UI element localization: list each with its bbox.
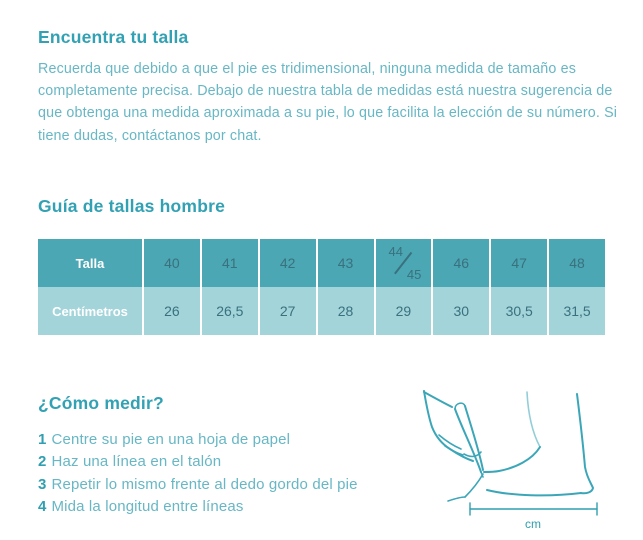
talla-cell: 46 [431, 239, 489, 287]
cm-cell: 31,5 [547, 287, 605, 335]
cm-row-label: Centímetros [38, 287, 142, 335]
step-text: Repetir lo mismo frente al dedo gordo del pie [51, 475, 358, 493]
toe-line [465, 474, 483, 497]
talla-cell: 42 [258, 239, 316, 287]
step-number: 4 [38, 497, 47, 515]
step-text: Haz una línea en el talón [51, 453, 222, 471]
size-table [38, 239, 605, 335]
instep-line [484, 447, 540, 472]
step-text: Centre su pie en una hoja de papel [51, 431, 291, 448]
ground-line [448, 497, 465, 501]
cm-cell: 29 [374, 287, 432, 335]
finger-crease [445, 446, 463, 455]
foot-outline [487, 394, 593, 495]
page-title: Encuentra tu talla [38, 27, 189, 47]
cm-cell: 30,5 [489, 287, 547, 335]
cm-cell: 26 [142, 287, 200, 335]
hand-top-line [424, 392, 452, 407]
talla-cell: 41 [200, 239, 258, 287]
talla-split-bottom: 45 [406, 267, 422, 282]
measure-steps-list [38, 429, 358, 518]
talla-row-label: Talla [38, 239, 142, 287]
talla-cell: 48 [547, 239, 605, 287]
shin-line [527, 392, 540, 447]
step-text: Mida la longitud entre líneas [51, 497, 244, 515]
cm-label: cm [525, 517, 541, 531]
measure-step [38, 429, 358, 451]
measure-step [38, 474, 358, 496]
step-number: 3 [38, 475, 47, 493]
talla-cell: 43 [316, 239, 374, 287]
intro-paragraph: Recuerda que debido a que el pie es tridimensional, ninguna medida de tamaño es completamente precisa. Debajo de nuestra tabla de medidas está nuestra sugerencia de que obtenga una medida aproximada a su pie, lo que facilita la elección de su número. Si tiene dudas, contáctanos por chat. [38, 61, 618, 144]
talla-cell: 47 [489, 239, 547, 287]
cm-cell: 28 [316, 287, 374, 335]
foot-measuring-illustration [403, 390, 628, 540]
size-guide-heading: Guía de tallas hombre [38, 196, 226, 216]
pen-top-cap [455, 403, 465, 409]
talla-cell: 40 [142, 239, 200, 287]
cm-cell: 27 [258, 287, 316, 335]
cm-cell: 30 [431, 287, 489, 335]
talla-cell-split [374, 239, 432, 287]
hand-outline [424, 391, 473, 461]
talla-split-top: 44 [388, 244, 403, 259]
step-number: 2 [38, 453, 47, 471]
measure-step [38, 451, 358, 473]
step-number: 1 [38, 431, 47, 448]
measure-step [38, 496, 358, 518]
how-to-measure-heading: ¿Cómo medir? [38, 393, 164, 413]
cm-cell: 26,5 [200, 287, 258, 335]
